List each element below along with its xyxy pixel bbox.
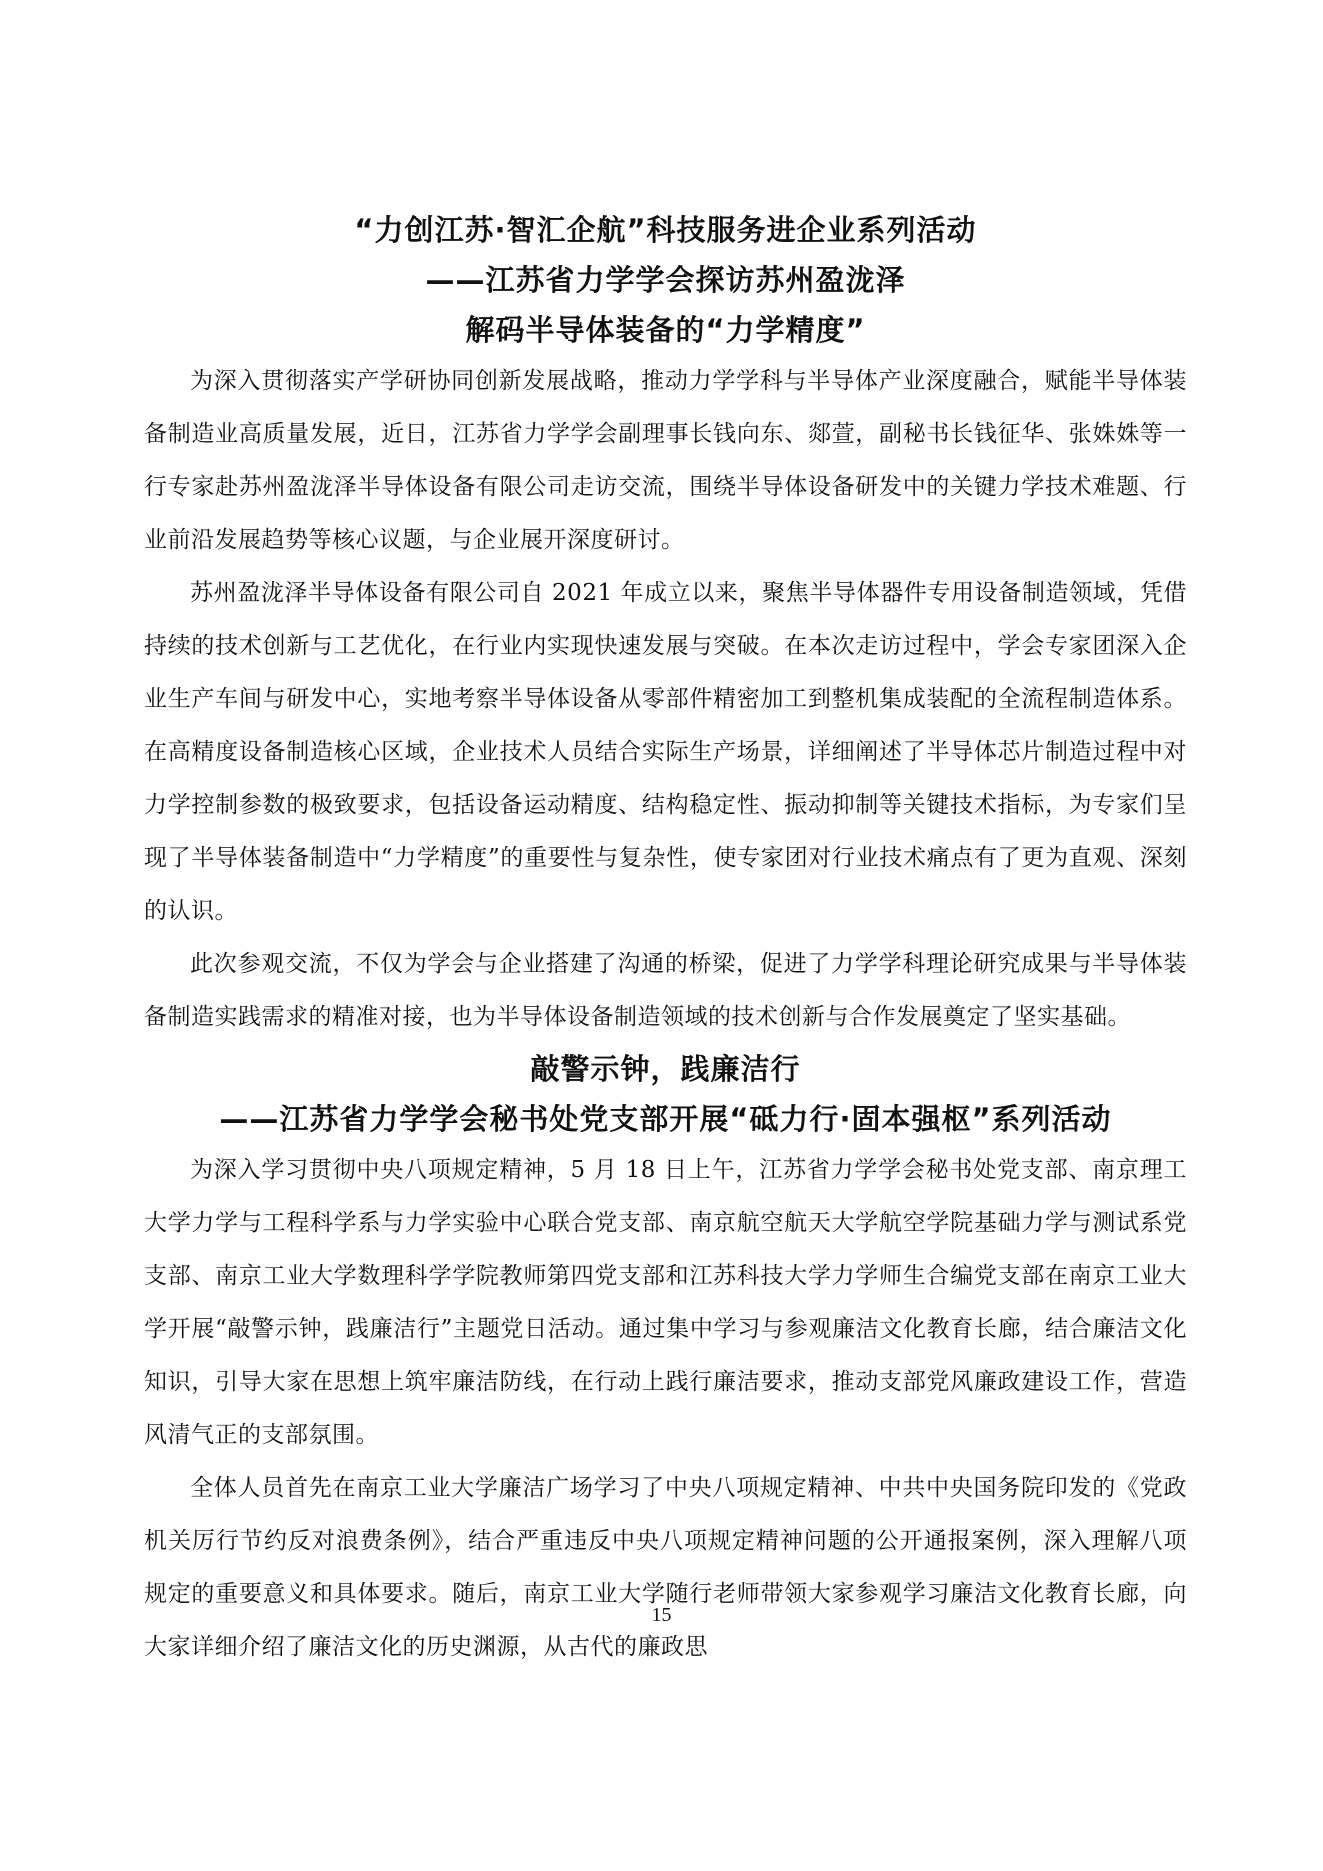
document-page (144, 205, 1187, 1674)
article2-title-line2: ——江苏省力学学会秘书处党支部开展“砥力行·固本强枢”系列活动 (219, 1102, 1112, 1136)
article1-paragraph: 苏州盈泷泽半导体设备有限公司自 2021 年成立以来，聚焦半导体器件专用设备制造领域，凭借持续的技术创新与工艺优化，在行业内实现快速发展与突破。在本次走访过程中，学会专家团深入企业生产车间与研发中心，实地考察半导体设备从零部件精密加工到整机集成装配的全流程制造体系。在高精度设备制造核心区域，企业技术人员结合实际生产场景，详细阐述了半导体芯片制造过程中对力学控制参数的极致要求，包括设备运动精度、结构稳定性、振动抑制等关键技术指标，为专家们呈现了半导体装备制造中“力学精度”的重要性与复杂性，使专家团对行业技术痛点有了更为直观、深刻的认识。 (144, 580, 1187, 924)
article1-title-line2: ——江苏省力学学会探访苏州盈泷泽 (425, 263, 906, 297)
page-number: 15 (651, 1604, 672, 1626)
article2-title-line1: 敲警示钟，践廉洁行 (530, 1052, 801, 1086)
article2-paragraph: 为深入学习贯彻中央八项规定精神，5 月 18 日上午，江苏省力学学会秘书处党支部、南京理工大学力学与工程科学系与力学实验中心联合党支部、南京航空航天大学航空学院基础力学与测试系党支部、南京工业大学数理科学学院教师第四党支部和江苏科技大学力学师生合编党支部在南京工业大学开展“敲警示钟，践廉洁行”主题党日活动。通过集中学习与参观廉洁文化教育长廊，结合廉洁文化知识，引导大家在思想上筑牢廉洁防线，在行动上践行廉洁要求，推动支部党风廉政建设工作，营造风清气正的支部氛围。 (144, 1157, 1187, 1448)
article1-paragraph: 为深入贯彻落实产学研协同创新发展战略，推动力学学科与半导体产业深度融合，赋能半导体装备制造业高质量发展，近日，江苏省力学学会副理事长钱向东、郯萱，副秘书长钱征华、张姝姝等一行专家赴苏州盈泷泽半导体设备有限公司走访交流，围绕半导体设备研发中的关键力学技术难题、行业前沿发展趋势等核心议题，与企业展开深度研讨。 (144, 368, 1187, 553)
article2-paragraph: 全体人员首先在南京工业大学廉洁广场学习了中央八项规定精神、中共中央国务院印发的《党政机关厉行节约反对浪费条例》，结合严重违反中央八项规定精神问题的公开通报案例，深入理解八项规定的重要意义和具体要求。随后，南京工业大学随行老师带领大家参观学习廉洁文化教育长廊，向大家详细介绍了廉洁文化的历史渊源，从古代的廉政思 (144, 1475, 1187, 1660)
article1-paragraph: 此次参观交流，不仅为学会与企业搭建了沟通的桥梁，促进了力学学科理论研究成果与半导体装备制造实践需求的精准对接，也为半导体设备制造领域的技术创新与合作发展奠定了坚实基础。 (144, 951, 1187, 1030)
article1-title-line1: “力创江苏·智汇企航”科技服务进企业系列活动 (354, 213, 977, 247)
article1-title-line3: 解码半导体装备的“力学精度” (465, 313, 866, 347)
